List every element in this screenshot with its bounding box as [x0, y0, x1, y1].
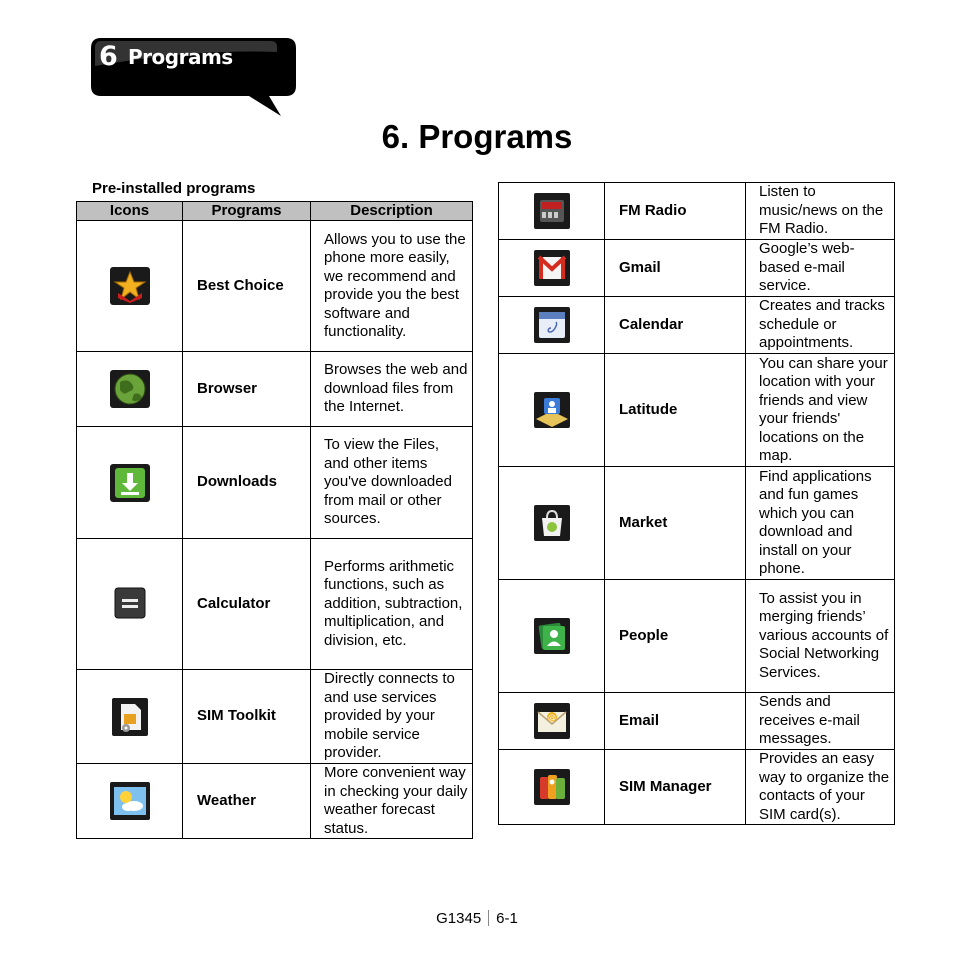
program-description: Google’s web-based e-mail service. — [746, 240, 895, 297]
calendar-icon — [532, 306, 572, 344]
latitude-icon — [532, 391, 572, 429]
table-header-row — [77, 202, 473, 221]
table-row — [499, 354, 895, 467]
program-name: Best Choice — [183, 221, 311, 352]
program-name: People — [605, 580, 746, 693]
sim-manager-icon — [532, 768, 572, 806]
market-icon — [532, 504, 572, 542]
program-name: FM Radio — [605, 183, 746, 240]
program-name: Gmail — [605, 240, 746, 297]
program-name: Browser — [183, 352, 311, 427]
program-name: Latitude — [605, 354, 746, 467]
sim-toolkit-icon — [110, 698, 150, 736]
section-label: Pre-installed programs — [92, 180, 256, 197]
table-row — [499, 580, 895, 693]
header-icons: Icons — [77, 202, 183, 221]
table-row — [499, 240, 895, 297]
table-row — [499, 297, 895, 354]
chapter-label: Programs — [128, 45, 233, 69]
program-description: Provides an easy way to organize the contacts of your SIM card(s). — [746, 750, 895, 825]
chapter-tab — [91, 38, 296, 96]
program-description: To view the Files, and other items you've downloaded from mail or other sources. — [311, 427, 473, 539]
program-description: Find applications and fun games which you can download and install on your phone. — [746, 467, 895, 580]
footer-separator — [488, 910, 489, 926]
table-row — [499, 750, 895, 825]
page-footer — [0, 910, 954, 927]
program-name: Weather — [183, 764, 311, 839]
email-icon — [532, 702, 572, 740]
best-choice-icon — [110, 267, 150, 305]
weather-icon — [110, 782, 150, 820]
svg-text:@: @ — [547, 713, 556, 722]
chapter-number: 6 — [99, 41, 118, 72]
footer-model: G1345 — [436, 910, 482, 927]
program-description: Directly connects to and use services provided by your mobile service provider. — [311, 670, 473, 764]
program-description: Performs arithmetic functions, such as addition, subtraction, multiplication, and division, etc. — [311, 539, 473, 670]
program-name: Calendar — [605, 297, 746, 354]
table-row — [77, 670, 473, 764]
program-name: Market — [605, 467, 746, 580]
table-row — [499, 693, 895, 750]
fm-radio-icon — [532, 192, 572, 230]
program-description: Listen to music/news on the FM Radio. — [746, 183, 895, 240]
program-name: SIM Toolkit — [183, 670, 311, 764]
table-row — [77, 221, 473, 352]
calculator-icon — [110, 585, 150, 623]
program-description: You can share your location with your friends and view your friends' locations on the map. — [746, 354, 895, 467]
programs-table-left — [76, 201, 473, 839]
program-name: Calculator — [183, 539, 311, 670]
program-name: SIM Manager — [605, 750, 746, 825]
program-description: Allows you to use the phone more easily, we recommend and provide you the best software and functionality. — [311, 221, 473, 352]
table-row — [499, 467, 895, 580]
program-description: Sends and receives e-mail messages. — [746, 693, 895, 750]
table-row — [77, 539, 473, 670]
footer-page-number: 6-1 — [496, 910, 518, 927]
gmail-icon — [532, 249, 572, 287]
table-row — [499, 183, 895, 240]
table-row — [77, 764, 473, 839]
program-name: Downloads — [183, 427, 311, 539]
program-description: Browses the web and download files from the Internet. — [311, 352, 473, 427]
header-programs: Programs — [183, 202, 311, 221]
program-description: Creates and tracks schedule or appointments. — [746, 297, 895, 354]
table-row — [77, 352, 473, 427]
page-title: 6. Programs — [381, 118, 573, 155]
program-name: Email — [605, 693, 746, 750]
program-description: More convenient way in checking your daily weather forecast status. — [311, 764, 473, 839]
program-description: To assist you in merging friends’ various accounts of Social Networking Services. — [746, 580, 895, 693]
browser-icon — [110, 370, 150, 408]
table-row — [77, 427, 473, 539]
header-description: Description — [311, 202, 473, 221]
people-icon — [532, 617, 572, 655]
downloads-icon — [110, 464, 150, 502]
programs-table-right — [498, 182, 895, 825]
